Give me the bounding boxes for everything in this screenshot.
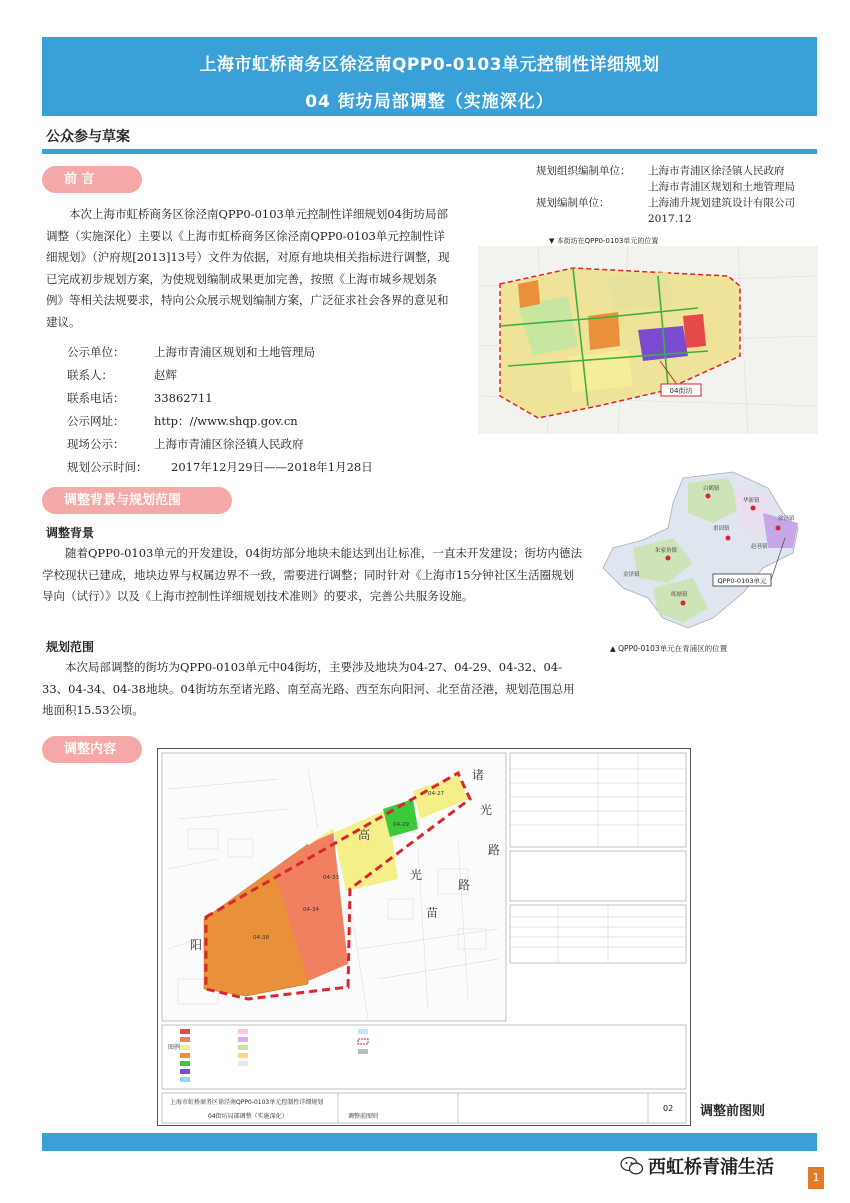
district-label: 朱家角镇 bbox=[655, 548, 678, 554]
contact-row bbox=[67, 410, 373, 433]
road-char: 光 bbox=[480, 803, 493, 817]
org-row bbox=[536, 211, 795, 227]
parcel-label: 04-27 bbox=[428, 791, 444, 797]
district-location-map bbox=[593, 468, 815, 640]
org-label bbox=[536, 179, 648, 195]
background-heading: 调整背景 bbox=[46, 526, 95, 540]
contact-value: 2017年12月29日——2018年1月28日 bbox=[171, 460, 373, 474]
wechat-icon bbox=[620, 1156, 644, 1176]
org-label: 规划组织编制单位： bbox=[536, 165, 631, 177]
org-value: 2017.12 bbox=[648, 213, 692, 225]
org-value: 上海市青浦区规划和土地管理局 bbox=[648, 181, 795, 193]
district-label: 徐泾镇 bbox=[778, 516, 795, 522]
org-label bbox=[536, 211, 648, 227]
plan-subtitle: 04街坊局部调整（实施深化） bbox=[208, 1113, 288, 1120]
scope-heading: 规划范围 bbox=[46, 640, 95, 654]
footer-bar bbox=[42, 1133, 817, 1151]
org-label: 规划编制单位： bbox=[536, 197, 610, 209]
contact-value: 33862711 bbox=[154, 391, 213, 405]
org-value: 上海市青浦区徐泾镇人民政府 bbox=[648, 165, 785, 177]
parcel-label: 04-33 bbox=[323, 875, 339, 881]
plan-title: 上海市虹桥商务区徐泾南QPP0-0103单元控制性详细规划 bbox=[170, 1099, 324, 1106]
preface-pill: 前 言 bbox=[42, 166, 142, 193]
plan-sheet-no: 02 bbox=[663, 1104, 674, 1113]
page-header bbox=[42, 37, 817, 116]
page-number: 1 bbox=[808, 1167, 824, 1189]
map1-tag: 04街坊 bbox=[669, 387, 693, 395]
district-label: 华新镇 bbox=[743, 498, 760, 504]
org-row bbox=[536, 163, 795, 179]
org-row bbox=[536, 195, 795, 211]
contact-info bbox=[67, 341, 373, 479]
map2-caption: ▲ QPP0-0103单元在青浦区的位置 bbox=[610, 644, 728, 653]
background-text: 随着QPP0-0103单元的开发建设，04街坊部分地块未能达到出让标准，一直未开发建设；街坊内德法学校现状已建成，地块边界与权属边界不一致，需要进行调整；同时针对《上海市15分钟社区生活圈规划导向（试行）》以及《上海市控制性详细规划技术准则》的要求，完善公共服务设施。 bbox=[42, 546, 583, 603]
contact-row bbox=[67, 456, 373, 479]
legend-title: 图例 bbox=[168, 1044, 181, 1051]
contact-label: 公示单位： bbox=[67, 345, 125, 359]
road-char: 路 bbox=[488, 843, 501, 857]
contact-row bbox=[67, 364, 373, 387]
contact-label: 联系电话： bbox=[67, 391, 125, 405]
district-label: 赵巷镇 bbox=[751, 544, 768, 550]
contact-value: http：//www.shqp.gov.cn bbox=[154, 414, 298, 428]
planning-drawing bbox=[157, 748, 691, 1126]
contact-label: 公示网址： bbox=[67, 414, 125, 428]
title-line2: 04 街坊局部调整（实施深化） bbox=[305, 92, 554, 112]
content-pill: 调整内容 bbox=[42, 736, 142, 763]
contact-row bbox=[67, 433, 373, 456]
plan-label: 调整前图则 bbox=[700, 1104, 766, 1119]
contact-label: 现场公示： bbox=[67, 437, 125, 451]
background-pill: 调整背景与规划范围 bbox=[42, 487, 232, 514]
contact-value: 上海市青浦区徐泾镇人民政府 bbox=[154, 437, 304, 451]
contact-label: 规划公示时间： bbox=[67, 460, 148, 474]
road-char: 阳 bbox=[190, 938, 203, 952]
plan-sheet-name: 调整前图则 bbox=[348, 1113, 379, 1120]
unit-location-map bbox=[478, 246, 818, 434]
district-label: 白鹤镇 bbox=[703, 486, 720, 492]
contact-row bbox=[67, 341, 373, 364]
map1-caption: ▼ 本街坊在QPP0-0103单元的位置 bbox=[549, 237, 659, 245]
road-char: 诸 bbox=[472, 768, 485, 782]
district-label: 重固镇 bbox=[713, 526, 730, 532]
contact-label: 联系人： bbox=[67, 368, 113, 382]
district-label: 金泽镇 bbox=[623, 572, 640, 578]
road-char: 路 bbox=[458, 878, 471, 892]
parcel-label: 04-29 bbox=[393, 822, 409, 828]
contact-value: 上海市青浦区规划和土地管理局 bbox=[154, 345, 315, 359]
road-char: 高 bbox=[358, 828, 371, 842]
preface-text: 本次上海市虹桥商务区徐泾南QPP0-0103单元控制性详细规划04街坊局部调整（实施深化）主要以《上海市虹桥商务区徐泾南QPP0-0103单元控制性详细规划》（沪府规[2013]13号）文件为依据，对原有地块相关指标进行调整，现已完成初步规划方案，为使规划编制成果更加完善，按照《上海市城乡规划条例》等相关法规要求，特向公众展示规划编制方案，广泛征求社会各界的意见和建议。 bbox=[46, 207, 450, 329]
plan-drawing-svg bbox=[158, 749, 690, 1125]
org-value: 上海浦升规划建筑设计有限公司 bbox=[648, 197, 795, 209]
draft-subtitle: 公众参与草案 bbox=[46, 129, 130, 145]
contact-value: 赵辉 bbox=[154, 368, 177, 382]
org-info bbox=[536, 163, 795, 227]
footer-brand: 西虹桥青浦生活 bbox=[648, 1157, 774, 1178]
contact-row bbox=[67, 387, 373, 410]
org-row bbox=[536, 179, 795, 195]
scope-text: 本次局部调整的街坊为QPP0-0103单元中04街坊，主要涉及地块为04-27、04-29、04-32、04-33、04-34、04-38地块。04街坊东至诸光路、南至高光路、西至东向阳河、北至苗泾港，规划范围总用地面积15.53公顷。 bbox=[42, 660, 575, 717]
title-line1: 上海市虹桥商务区徐泾南QPP0-0103单元控制性详细规划 bbox=[199, 55, 660, 75]
district-label: 练塘镇 bbox=[671, 592, 688, 598]
road-char: 光 bbox=[410, 868, 423, 882]
road-char: 苗 bbox=[426, 906, 439, 920]
header-rule bbox=[42, 149, 817, 154]
map2-tag: QPP0-0103单元 bbox=[717, 577, 767, 585]
parcel-label: 04-34 bbox=[303, 907, 319, 913]
parcel-label: 04-38 bbox=[253, 935, 269, 941]
